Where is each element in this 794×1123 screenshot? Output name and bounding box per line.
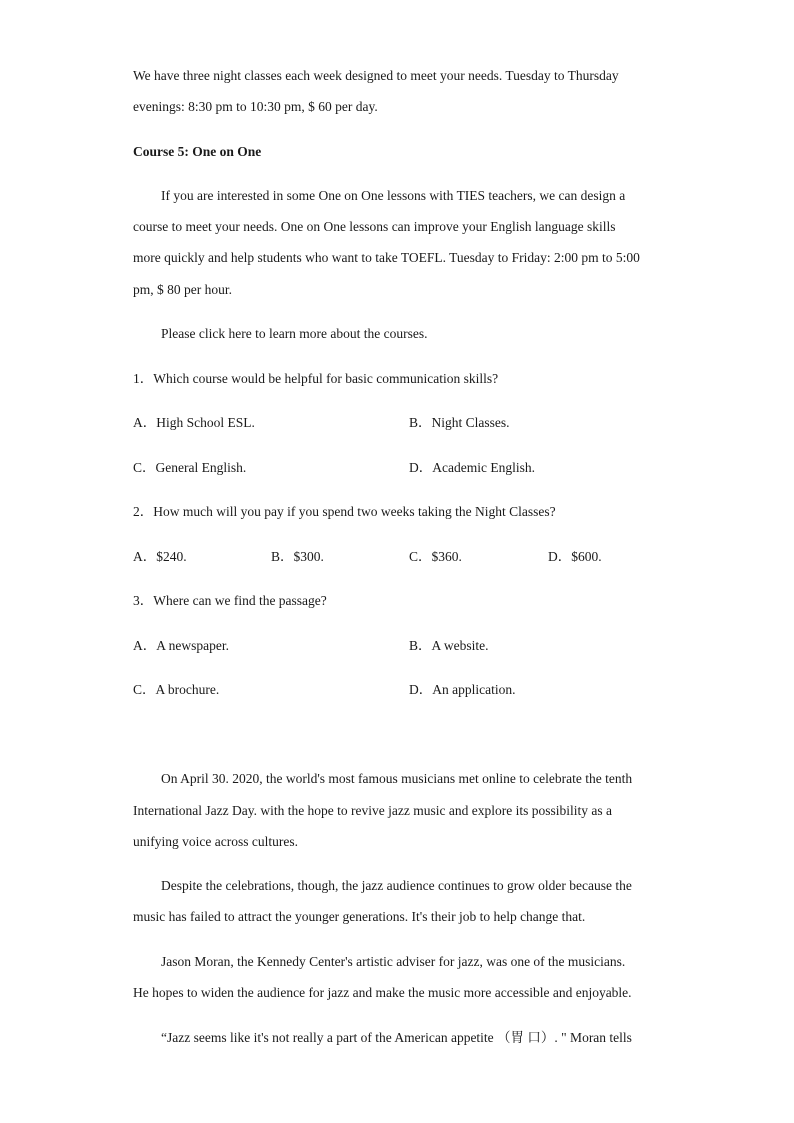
option-d: D．Academic English. [409,460,535,475]
option-b: B．$300. [271,549,324,564]
text-line: He hopes to widen the audience for jazz and make the music more accessible and enjoyable. [133,985,632,1000]
text-line: International Jazz Day. with the hope to revive jazz music and explore its possibility as a [133,803,612,818]
question-stem: 3．Where can we find the passage? [133,593,327,608]
text-line: more quickly and help students who want to take TOEFL. Tuesday to Friday: 2:00 pm to 5:00 [133,250,640,265]
click-here-text: Please click here to learn more about the courses. [161,326,428,341]
question-stem: 2．How much will you pay if you spend two weeks taking the Night Classes? [133,504,556,519]
option-c: C．A brochure. [133,682,220,697]
text-line: pm, $ 80 per hour. [133,282,232,297]
option-d: D．$600. [548,549,602,564]
course-heading: Course 5: One on One [133,144,262,159]
text-line: evenings: 8:30 pm to 10:30 pm, $ 60 per day. [133,99,378,114]
question-stem: 1．Which course would be helpful for basic communication skills? [133,371,499,386]
text-line: If you are interested in some One on One lessons with TIES teachers, we can design a [161,188,626,203]
text-line: course to meet your needs. One on One lessons can improve your English language skills [133,219,616,234]
option-b: B．A website. [409,638,489,653]
text-line: Despite the celebrations, though, the jazz audience continues to grow older because the [161,878,632,893]
option-a: A．A newspaper. [133,638,229,653]
option-d: D．An application. [409,682,516,697]
option-c: C．$360. [409,549,462,564]
option-b: B．Night Classes. [409,415,510,430]
text-line: We have three night classes each week designed to meet your needs. Tuesday to Thursday [133,68,619,83]
text-line: unifying voice across cultures. [133,834,298,849]
option-a: A．High School ESL. [133,415,255,430]
text-line: On April 30. 2020, the world's most famous musicians met online to celebrate the tenth [161,771,633,786]
text-line: Jason Moran, the Kennedy Center's artistic adviser for jazz, was one of the musicians. [161,954,626,969]
option-a: A．$240. [133,549,187,564]
option-c: C．General English. [133,460,247,475]
text-line: music has failed to attract the younger generations. It's their job to help change that. [133,909,586,924]
text-line: “Jazz seems like it's not really a part of the American appetite （胃 口）. " Moran tells [161,1030,632,1045]
